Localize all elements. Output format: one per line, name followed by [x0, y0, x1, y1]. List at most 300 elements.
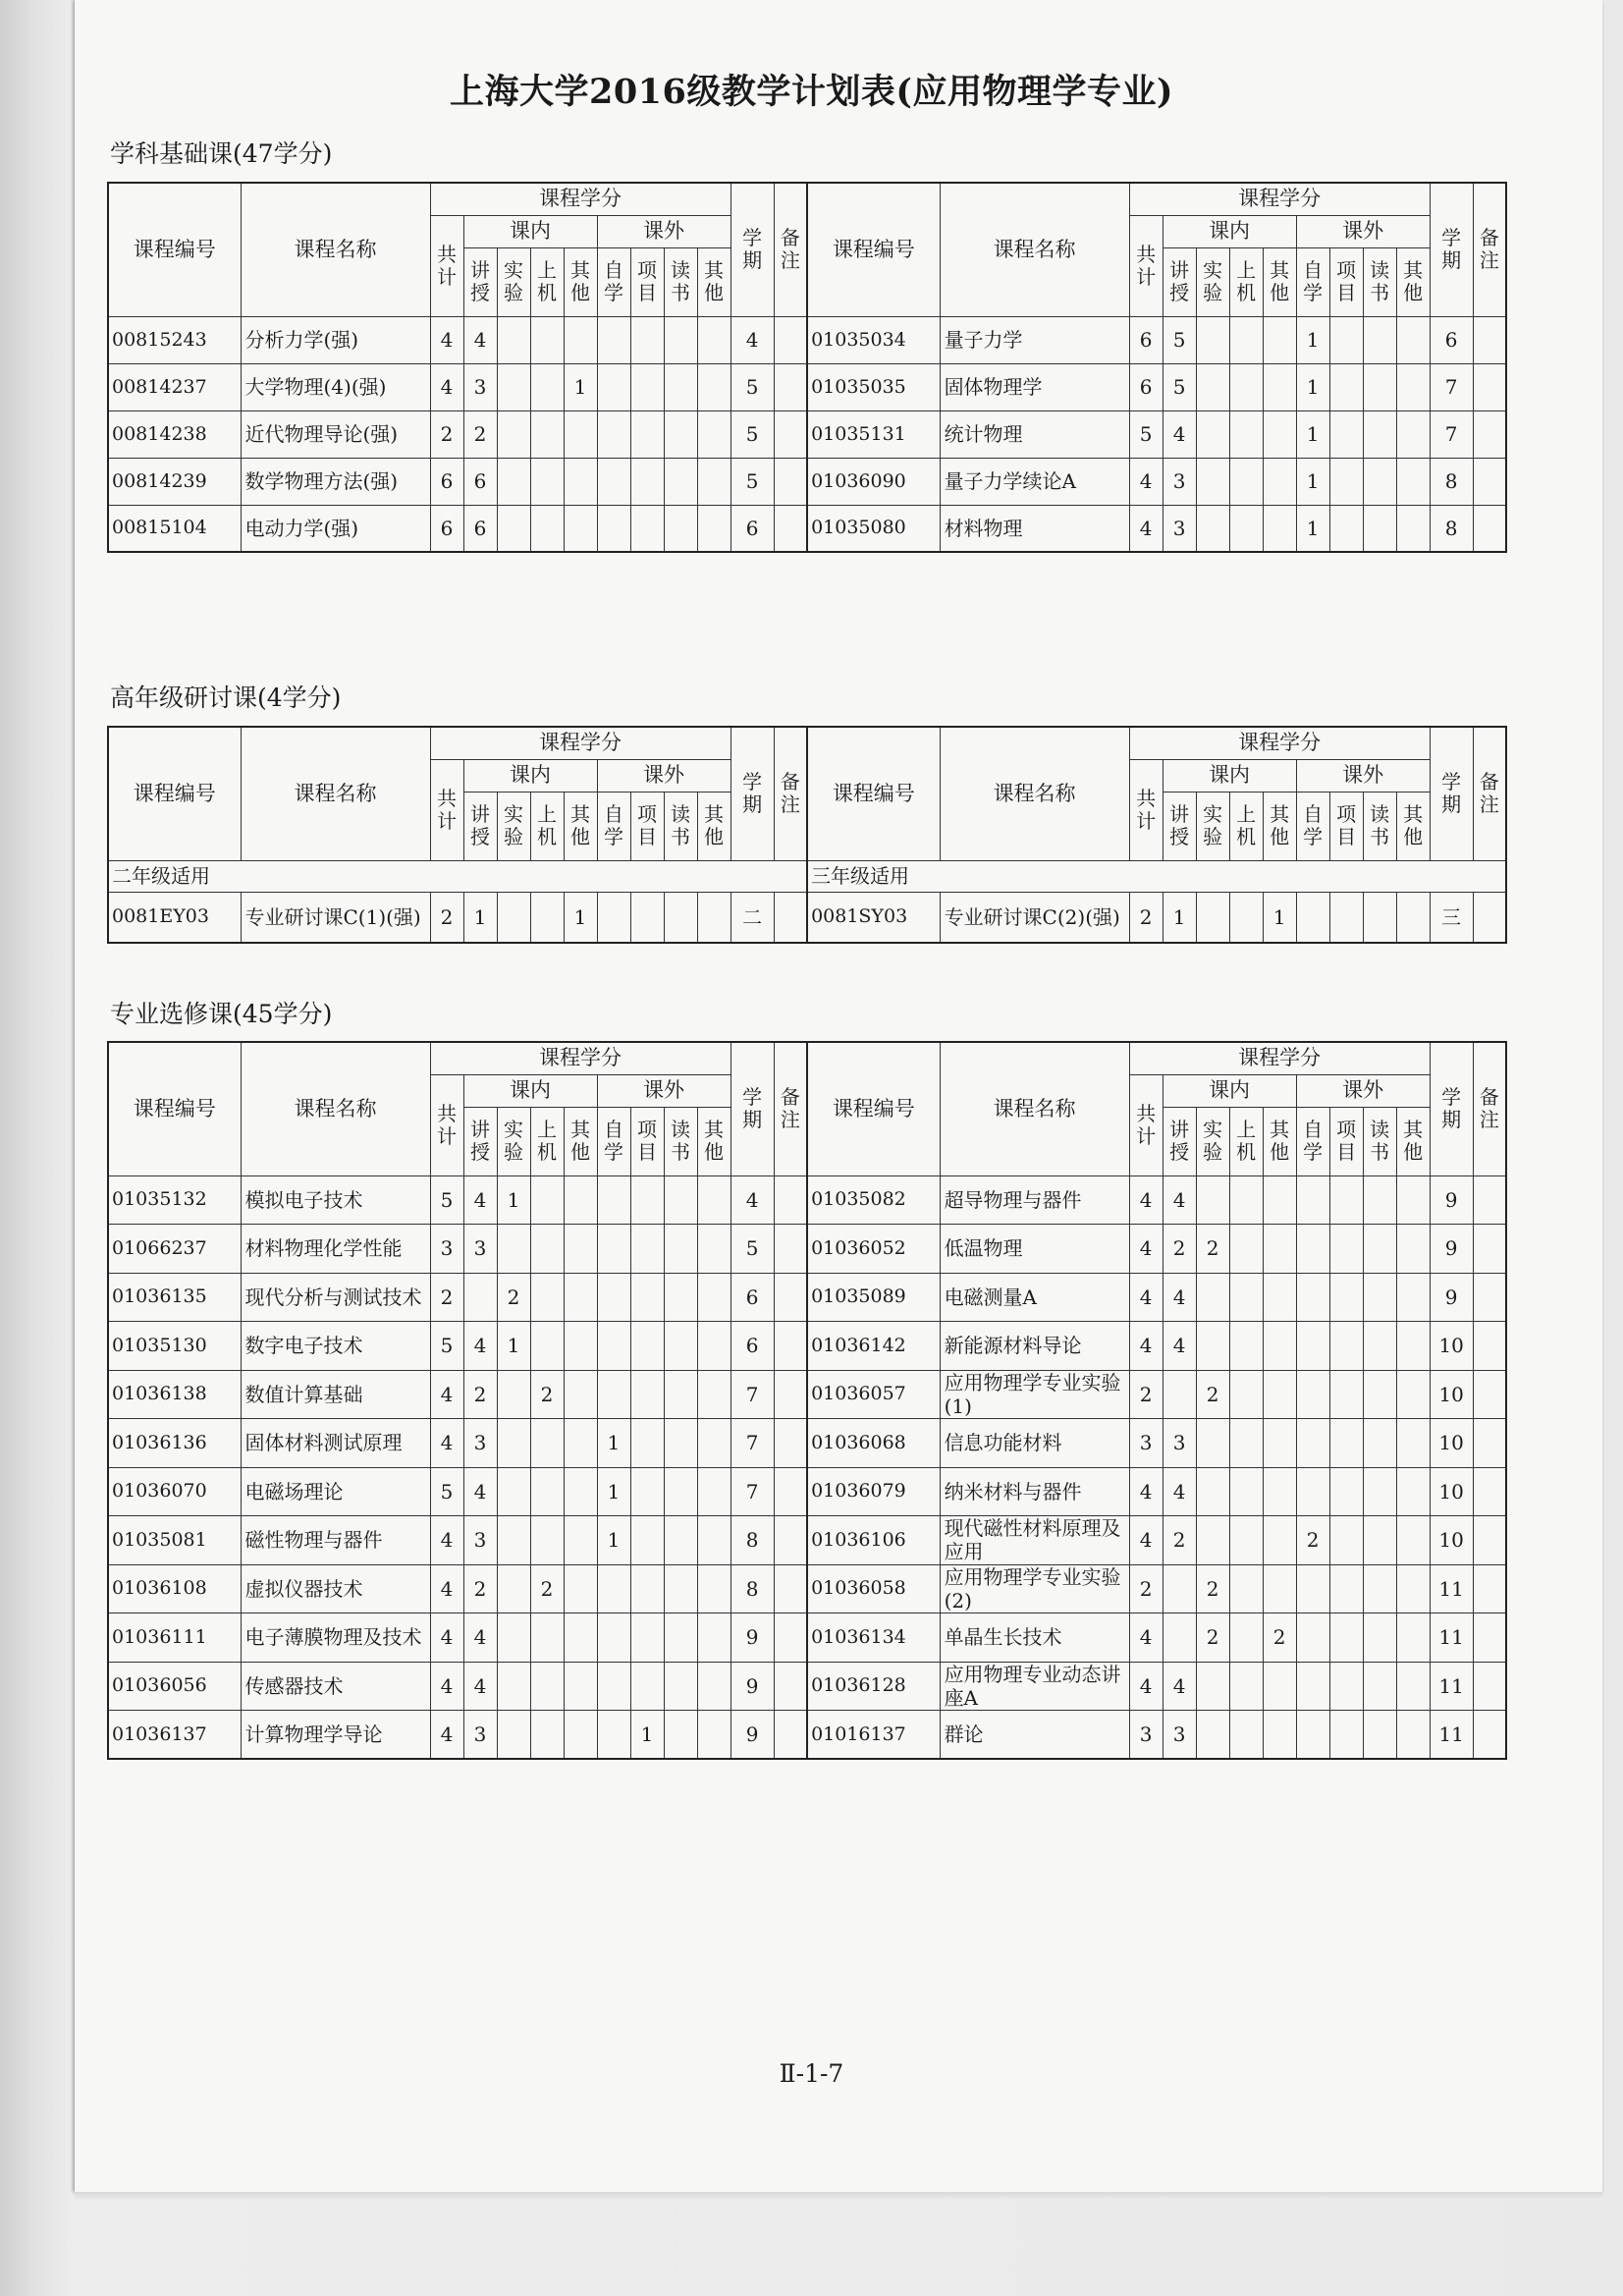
credit-cell [630, 1322, 664, 1371]
credit-cell [1363, 1175, 1396, 1225]
course-name: 量子力学 [940, 316, 1129, 363]
header-computer: 上 机 [530, 792, 564, 860]
credit-cell [564, 1273, 597, 1322]
credit-cell [1263, 1225, 1296, 1274]
credit-cell: 5 [430, 1467, 463, 1516]
credit-cell: 6 [463, 505, 497, 552]
credit-cell [664, 1711, 697, 1760]
credit-cell [1396, 316, 1430, 363]
course-code: 00814239 [108, 458, 241, 505]
credit-cell: 4 [1163, 1175, 1196, 1225]
credit-cell [530, 505, 564, 552]
credit-cell: 4 [430, 1711, 463, 1760]
header-reading: 读 书 [1363, 247, 1396, 316]
credit-cell [1229, 1613, 1263, 1663]
header-computer: 上 机 [1229, 1107, 1263, 1175]
remark-cell [774, 363, 807, 410]
course-code: 01036090 [807, 458, 940, 505]
course-code: 01036108 [108, 1564, 241, 1613]
remark-cell [1473, 316, 1506, 363]
group-label-right: 三年级适用 [807, 860, 1506, 892]
credit-cell [564, 1516, 597, 1565]
header-other-out: 其 他 [697, 1107, 730, 1175]
credit-cell [1229, 1225, 1263, 1274]
course-code: 01016137 [807, 1711, 940, 1760]
credit-cell [1263, 316, 1296, 363]
semester-cell: 9 [1430, 1225, 1473, 1274]
header-row-1 [108, 183, 1506, 215]
credit-cell [1363, 458, 1396, 505]
credit-cell [1363, 316, 1396, 363]
credit-cell: 4 [463, 1467, 497, 1516]
credit-cell [1296, 1225, 1329, 1274]
credit-cell: 2 [1129, 892, 1163, 943]
remark-cell [774, 505, 807, 552]
credit-cell [497, 1711, 530, 1760]
credit-cell [664, 1225, 697, 1274]
course-code: 01035132 [108, 1175, 241, 1225]
header-self-study: 自 学 [1296, 247, 1329, 316]
credit-cell [697, 1175, 730, 1225]
credit-cell [1263, 1273, 1296, 1322]
header-remark: 备 注 [1473, 183, 1506, 316]
course-name: 近代物理导论(强) [241, 410, 430, 458]
credit-cell: 1 [630, 1711, 664, 1760]
course-code: 01036135 [108, 1273, 241, 1322]
credit-cell [1329, 363, 1363, 410]
header-semester: 学 期 [730, 1042, 774, 1175]
credit-cell [1396, 1467, 1430, 1516]
header-course-code: 课程编号 [108, 727, 241, 860]
remark-cell [774, 410, 807, 458]
credit-cell: 3 [463, 1419, 497, 1468]
course-code: 00815243 [108, 316, 241, 363]
credit-cell [1196, 1175, 1229, 1225]
credit-cell [664, 1516, 697, 1565]
credit-cell [530, 1225, 564, 1274]
credit-cell: 5 [1129, 410, 1163, 458]
credit-cell [1296, 1662, 1329, 1711]
course-name: 固体材料测试原理 [241, 1419, 430, 1468]
header-self-study: 自 学 [1296, 792, 1329, 860]
credit-cell [1396, 1662, 1430, 1711]
credit-cell [497, 1564, 530, 1613]
credit-cell [1363, 1711, 1396, 1760]
page-number: Ⅱ-1-7 [779, 2059, 844, 2088]
credit-cell [1196, 410, 1229, 458]
credit-cell: 1 [597, 1467, 630, 1516]
credit-cell [1229, 1711, 1263, 1760]
credit-cell [497, 1516, 530, 1565]
header-lecture: 讲 授 [1163, 792, 1196, 860]
header-course-code: 课程编号 [108, 183, 241, 316]
header-computer: 上 机 [1229, 247, 1263, 316]
header-credits: 课程学分 [1129, 183, 1430, 215]
credit-cell [497, 1662, 530, 1711]
credit-cell [1329, 1273, 1363, 1322]
header-experiment: 实 验 [1196, 792, 1229, 860]
credit-cell [697, 892, 730, 943]
remark-cell [1473, 1225, 1506, 1274]
header-course-name: 课程名称 [940, 1042, 1129, 1175]
course-code: 01035089 [807, 1273, 940, 1322]
remark-cell [774, 1322, 807, 1371]
course-name: 固体物理学 [940, 363, 1129, 410]
header-course-code: 课程编号 [807, 183, 940, 316]
credit-cell [1196, 1516, 1229, 1565]
course-code: 01036134 [807, 1613, 940, 1663]
credit-cell: 1 [1296, 458, 1329, 505]
header-course-name: 课程名称 [940, 727, 1129, 860]
credit-cell: 4 [463, 1613, 497, 1663]
credit-cell: 3 [1163, 1711, 1196, 1760]
header-other-out: 其 他 [1396, 247, 1430, 316]
credit-cell [597, 1564, 630, 1613]
remark-cell [774, 1467, 807, 1516]
credit-cell: 4 [430, 1516, 463, 1565]
header-remark: 备 注 [1473, 1042, 1506, 1175]
table-foundation-courses [107, 182, 1507, 553]
credit-cell: 1 [1296, 410, 1329, 458]
credit-cell [597, 363, 630, 410]
credit-cell [530, 892, 564, 943]
credit-cell [597, 1711, 630, 1760]
credit-cell: 4 [1129, 505, 1163, 552]
remark-cell [1473, 1613, 1506, 1663]
credit-cell: 2 [1196, 1564, 1229, 1613]
credit-cell [564, 505, 597, 552]
header-other-out: 其 他 [1396, 792, 1430, 860]
credit-cell: 2 [1163, 1225, 1196, 1274]
credit-cell [1329, 1564, 1363, 1613]
credit-cell [1329, 1419, 1363, 1468]
header-experiment: 实 验 [497, 792, 530, 860]
credit-cell [564, 458, 597, 505]
semester-cell: 9 [730, 1613, 774, 1663]
course-code: 01035131 [807, 410, 940, 458]
remark-cell [774, 1711, 807, 1760]
remark-cell [1473, 1711, 1506, 1760]
remark-cell [774, 316, 807, 363]
header-total: 共 计 [1129, 215, 1163, 316]
credit-cell: 4 [1163, 1273, 1196, 1322]
credit-cell: 4 [1163, 1662, 1196, 1711]
credit-cell [497, 458, 530, 505]
table-row [108, 1225, 1506, 1274]
credit-cell [1196, 1322, 1229, 1371]
credit-cell [497, 1613, 530, 1663]
course-name: 数字电子技术 [241, 1322, 430, 1371]
credit-cell: 1 [564, 892, 597, 943]
credit-cell [497, 1419, 530, 1468]
course-name: 模拟电子技术 [241, 1175, 430, 1225]
credit-cell [1363, 363, 1396, 410]
credit-cell [597, 1273, 630, 1322]
group-label-left: 二年级适用 [108, 860, 807, 892]
header-computer: 上 机 [530, 1107, 564, 1175]
header-other-in: 其 他 [1263, 1107, 1296, 1175]
credit-cell [1329, 1467, 1363, 1516]
credit-cell: 1 [1263, 892, 1296, 943]
header-project: 项 目 [630, 1107, 664, 1175]
header-credits: 课程学分 [430, 727, 730, 759]
credit-cell [1196, 363, 1229, 410]
semester-cell: 7 [1430, 363, 1473, 410]
header-reading: 读 书 [664, 247, 697, 316]
credit-cell [564, 1322, 597, 1371]
credit-cell [1363, 1273, 1396, 1322]
credit-cell [664, 1322, 697, 1371]
credit-cell [597, 1370, 630, 1419]
header-out-class: 课外 [597, 1074, 730, 1107]
semester-cell: 8 [1430, 505, 1473, 552]
header-total: 共 计 [430, 759, 463, 860]
credit-cell: 3 [1129, 1711, 1163, 1760]
credit-cell [564, 1419, 597, 1468]
header-lecture: 讲 授 [1163, 247, 1196, 316]
credit-cell [1263, 1419, 1296, 1468]
credit-cell [1329, 505, 1363, 552]
header-other-in: 其 他 [564, 247, 597, 316]
header-experiment: 实 验 [497, 1107, 530, 1175]
semester-cell: 9 [730, 1711, 774, 1760]
course-code: 01035080 [807, 505, 940, 552]
header-course-name: 课程名称 [241, 1042, 430, 1175]
credit-cell [1329, 892, 1363, 943]
credit-cell [1396, 410, 1430, 458]
semester-cell: 7 [730, 1370, 774, 1419]
credit-cell: 6 [1129, 363, 1163, 410]
semester-cell: 8 [1430, 458, 1473, 505]
course-code: 01035130 [108, 1322, 241, 1371]
course-name: 纳米材料与器件 [940, 1467, 1129, 1516]
credit-cell [1196, 505, 1229, 552]
credit-cell: 2 [463, 410, 497, 458]
header-course-name: 课程名称 [940, 183, 1129, 316]
credit-cell: 4 [430, 363, 463, 410]
credit-cell: 2 [430, 410, 463, 458]
credit-cell [497, 410, 530, 458]
credit-cell: 4 [1163, 410, 1196, 458]
course-name: 材料物理 [940, 505, 1129, 552]
remark-cell [774, 892, 807, 943]
credit-cell: 4 [430, 1419, 463, 1468]
credit-cell: 2 [1163, 1516, 1196, 1565]
credit-cell [1396, 1273, 1430, 1322]
course-name: 专业研讨课C(1)(强) [241, 892, 430, 943]
credit-cell [1363, 410, 1396, 458]
header-total: 共 计 [1129, 759, 1163, 860]
credit-cell [697, 410, 730, 458]
credit-cell: 4 [463, 1322, 497, 1371]
credit-cell: 4 [430, 316, 463, 363]
table-seminar-courses [107, 726, 1507, 944]
credit-cell [1363, 1613, 1396, 1663]
header-out-class: 课外 [1296, 759, 1430, 792]
credit-cell: 2 [497, 1273, 530, 1322]
credit-cell [1229, 1516, 1263, 1565]
header-row-1 [108, 727, 1506, 759]
course-code: 01036058 [807, 1564, 940, 1613]
credit-cell: 1 [597, 1419, 630, 1468]
credit-cell [530, 1516, 564, 1565]
header-in-class: 课内 [1163, 1074, 1296, 1107]
course-code: 01036142 [807, 1322, 940, 1371]
header-lecture: 讲 授 [463, 792, 497, 860]
course-code: 01066237 [108, 1225, 241, 1274]
credit-cell [597, 1662, 630, 1711]
header-experiment: 实 验 [1196, 247, 1229, 316]
credit-cell: 4 [1163, 1467, 1196, 1516]
credit-cell: 3 [1163, 458, 1196, 505]
credit-cell: 2 [530, 1564, 564, 1613]
credit-cell [697, 1467, 730, 1516]
credit-cell: 4 [1129, 1516, 1163, 1565]
credit-cell [530, 1175, 564, 1225]
credit-cell [630, 458, 664, 505]
course-name: 数学物理方法(强) [241, 458, 430, 505]
course-code: 01036136 [108, 1419, 241, 1468]
credit-cell [630, 1467, 664, 1516]
credit-cell: 5 [430, 1175, 463, 1225]
credit-cell: 6 [463, 458, 497, 505]
credit-cell [1263, 1711, 1296, 1760]
credit-cell [1329, 1175, 1363, 1225]
credit-cell [664, 892, 697, 943]
course-code: 01035035 [807, 363, 940, 410]
header-semester: 学 期 [1430, 727, 1473, 860]
credit-cell: 4 [430, 1662, 463, 1711]
credit-cell [697, 1370, 730, 1419]
credit-cell: 1 [597, 1516, 630, 1565]
course-name: 现代分析与测试技术 [241, 1273, 430, 1322]
remark-cell [1473, 1467, 1506, 1516]
credit-cell [664, 1613, 697, 1663]
credit-cell [1263, 1370, 1296, 1419]
credit-cell: 4 [1129, 1613, 1163, 1663]
credit-cell [1396, 1322, 1430, 1371]
credit-cell [597, 1613, 630, 1663]
table-row [108, 1370, 1506, 1419]
credit-cell [1229, 1273, 1263, 1322]
header-semester: 学 期 [730, 727, 774, 860]
credit-cell: 5 [430, 1322, 463, 1371]
credit-cell [564, 1225, 597, 1274]
credit-cell [530, 1322, 564, 1371]
credit-cell [697, 316, 730, 363]
semester-cell: 11 [1430, 1662, 1473, 1711]
credit-cell [497, 363, 530, 410]
remark-cell [1473, 1273, 1506, 1322]
credit-cell [1396, 1419, 1430, 1468]
credit-cell [564, 410, 597, 458]
header-total: 共 计 [430, 215, 463, 316]
credit-cell [530, 1273, 564, 1322]
header-project: 项 目 [1329, 247, 1363, 316]
credit-cell [1196, 1419, 1229, 1468]
credit-cell [1329, 1322, 1363, 1371]
header-remark: 备 注 [774, 183, 807, 316]
credit-cell [597, 1225, 630, 1274]
credit-cell [664, 505, 697, 552]
credit-cell [1296, 1711, 1329, 1760]
credit-cell: 4 [1129, 1175, 1163, 1225]
credit-cell: 1 [463, 892, 497, 943]
credit-cell [1296, 1467, 1329, 1516]
credit-cell [1263, 1322, 1296, 1371]
credit-cell [564, 1564, 597, 1613]
credit-cell [697, 1711, 730, 1760]
credit-cell [564, 316, 597, 363]
credit-cell: 1 [564, 363, 597, 410]
credit-cell: 3 [1163, 1419, 1196, 1468]
credit-cell [1196, 316, 1229, 363]
credit-cell [1396, 1225, 1430, 1274]
credit-cell [1196, 1711, 1229, 1760]
credit-cell [497, 1370, 530, 1419]
table-row [108, 1273, 1506, 1322]
credit-cell [1396, 892, 1430, 943]
semester-cell: 9 [1430, 1273, 1473, 1322]
credit-cell [697, 1564, 730, 1613]
course-code: 01036137 [108, 1711, 241, 1760]
header-out-class: 课外 [1296, 1074, 1430, 1107]
semester-cell: 9 [1430, 1175, 1473, 1225]
semester-cell: 5 [730, 1225, 774, 1274]
course-name: 低温物理 [940, 1225, 1129, 1274]
header-reading: 读 书 [664, 792, 697, 860]
header-out-class: 课外 [597, 759, 730, 792]
semester-cell: 6 [730, 505, 774, 552]
course-name: 分析力学(强) [241, 316, 430, 363]
header-in-class: 课内 [1163, 759, 1296, 792]
credit-cell [664, 1662, 697, 1711]
course-code: 00815104 [108, 505, 241, 552]
credit-cell [463, 1273, 497, 1322]
header-out-class: 课外 [597, 215, 730, 247]
credit-cell [597, 410, 630, 458]
credit-cell: 1 [1296, 316, 1329, 363]
credit-cell [1329, 1613, 1363, 1663]
remark-cell [1473, 1564, 1506, 1613]
credit-cell: 1 [497, 1175, 530, 1225]
credit-cell [1363, 505, 1396, 552]
table-row [108, 410, 1506, 458]
remark-cell [1473, 505, 1506, 552]
credit-cell [497, 1467, 530, 1516]
header-in-class: 课内 [1163, 215, 1296, 247]
course-name: 超导物理与器件 [940, 1175, 1129, 1225]
credit-cell: 4 [1129, 458, 1163, 505]
credit-cell [1196, 1662, 1229, 1711]
credit-cell [1229, 1322, 1263, 1371]
header-reading: 读 书 [664, 1107, 697, 1175]
credit-cell [1396, 363, 1430, 410]
credit-cell [697, 1419, 730, 1468]
credit-cell [1229, 458, 1263, 505]
course-code: 00814237 [108, 363, 241, 410]
credit-cell [630, 1662, 664, 1711]
credit-cell: 2 [530, 1370, 564, 1419]
credit-cell [1229, 1370, 1263, 1419]
course-name: 虚拟仪器技术 [241, 1564, 430, 1613]
credit-cell: 4 [430, 1370, 463, 1419]
credit-cell [1296, 892, 1329, 943]
credit-cell [530, 316, 564, 363]
header-course-name: 课程名称 [241, 727, 430, 860]
credit-cell [664, 1273, 697, 1322]
credit-cell [1329, 1711, 1363, 1760]
